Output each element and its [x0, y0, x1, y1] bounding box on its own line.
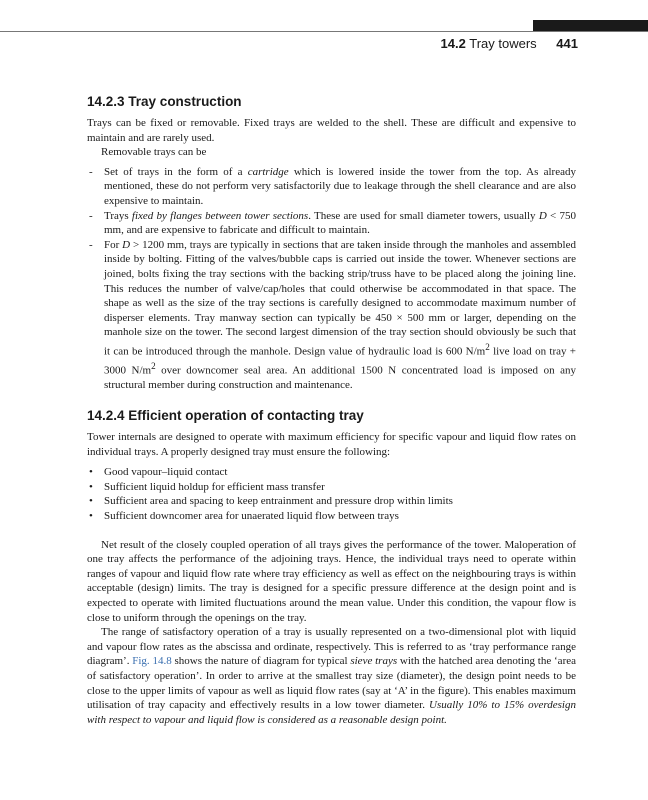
paragraph: Tower internals are designed to operate with maximum efficiency for specific vapour and liquid flow rates on individual trays. A properly designed tray must ensure the following: [87, 431, 576, 458]
list-item: • Good vapour–liquid contact [87, 465, 576, 480]
paragraph: Net result of the closely coupled operation of all trays gives the performance of the tower. Maloperation of one tray affects the performance of the adjoining trays. Hence, the individual trays need to operate within ranges of vapour and liquid flow rate where tray efficiency as well as effect on the neighbouring trays is within acceptable (design) limits. The tray is designed for a specific pressure difference at the design point and is expected to operate with limited fluctuations around the mean value. Under this condition, the vapour flow is close to uniform through the openings on the tray. [87, 538, 576, 624]
figure-link[interactable]: Fig. 14.8 [132, 655, 172, 668]
paragraph: Removable trays can be [101, 146, 207, 159]
section-heading-tray-construction: 14.2.3 Tray construction [87, 94, 242, 109]
running-header [441, 36, 578, 51]
section-heading-efficient-operation: 14.2.4 Efficient operation of contacting tray [87, 408, 364, 423]
page-number: 441 [556, 36, 578, 51]
section-title: Tray towers [469, 36, 537, 51]
list-item: - For D > 1200 mm, trays are typically in sections that are taken inside through the manholes and assembled inside by bolting. Fitting of the valves/bubble caps is carried out inside the tower. Whenever sections are joined, bolts fixing the tray sections with the backing strip/truss have to be placed along the joining line. This reduces the number of valve/cap/holes that could otherwise be accommodated in that space. The shape as well as the size of the tray sections is carefully designed to accommodate maximum number of disperser elements. Tray manway section can typically be 450 × 500 mm or larger, depending on the manhole size on the tower. The second largest dimension of the tray section should obviously be such that it can be introduced through the manhole. Design value of hydraulic load is 600 $N/m^2$ live load on tray + 3000 $N/m^2$ over downcomer seal area. An additional 1500 N concentrated load is imposed on any structural member during construction and maintenance. [87, 238, 576, 393]
list-item: - Trays fixed by flanges between tower sections. These are used for small diameter towers, usually D < 750 mm, and are expensive to fabricate and difficult to maintain. [87, 209, 576, 238]
header-bar [533, 20, 648, 31]
page-body [87, 93, 576, 727]
paragraph: Trays can be fixed or removable. Fixed trays are welded to the shell. These are difficult and expensive to maintain and are rarely used. [87, 117, 576, 144]
bullet-list [87, 465, 576, 523]
dash-list [87, 165, 576, 393]
list-item: • Sufficient area and spacing to keep entrainment and pressure drop within limits [87, 494, 576, 509]
section-number: 14.2 [440, 36, 466, 51]
list-item: - Set of trays in the form of a cartridge which is lowered inside the tower from the top. As already mentioned, these do not perform very satisfactorily due to leakage through the shell clearance and are also expensive to maintain. [87, 165, 576, 209]
paragraph: The range of satisfactory operation of a tray is usually represented on a two-dimensional plot with liquid and vapour flow rates as the abscissa and ordinate, respectively. This is referred to as ‘tray performance range diagram’. Fig. 14.8 shows the nature of diagram for typical sieve trays with the hatched area denoting the ‘area of satisfactory operation’. In order to arrive at the smallest tray size (diameter), the design point needs to be close to the upper limits of vapour as well as liquid flow rates (say at ‘A’ in the figure). This enables maximum utilisation of tray capacity and effectively results in a low tower diameter. Usually 10% to 15% overdesign with respect to vapour and liquid flow is considered as a reasonable design point. [87, 626, 576, 726]
header-rule [0, 31, 648, 32]
list-item: • Sufficient liquid holdup for efficient mass transfer [87, 480, 576, 495]
list-item: • Sufficient downcomer area for unaerated liquid flow between trays [87, 509, 576, 524]
